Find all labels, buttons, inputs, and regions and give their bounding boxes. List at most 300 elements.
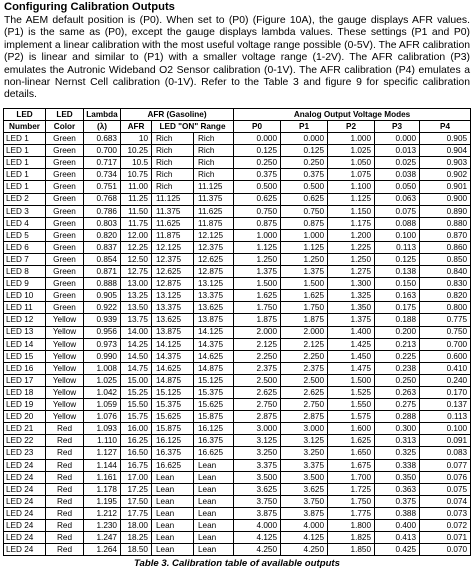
table-row xyxy=(4,520,471,532)
cell-led-color: Red xyxy=(46,520,84,532)
cell-range-low: 12.875 xyxy=(152,278,194,290)
cell-afr: 15.00 xyxy=(121,374,152,386)
table-row xyxy=(4,157,471,169)
cell-p2: 1.100 xyxy=(328,181,375,193)
cell-p0: 2.500 xyxy=(234,374,281,386)
cell-p4: 0.073 xyxy=(420,507,471,519)
table-row xyxy=(4,217,471,229)
cell-p4: 0.072 xyxy=(420,520,471,532)
cell-lambda: 0.803 xyxy=(84,217,121,229)
cell-p1: 1.750 xyxy=(281,302,328,314)
document-page xyxy=(4,1,470,569)
table-row xyxy=(4,266,471,278)
cell-led-number: LED 15 xyxy=(4,350,46,362)
header-p3: P3 xyxy=(375,120,420,132)
cell-afr: 11.00 xyxy=(121,181,152,193)
cell-range-high: Lean xyxy=(194,532,234,544)
cell-led-number: LED 16 xyxy=(4,362,46,374)
cell-led-number: LED 2 xyxy=(4,193,46,205)
cell-p2: 1.675 xyxy=(328,459,375,471)
cell-p0: 2.250 xyxy=(234,350,281,362)
cell-afr: 11.25 xyxy=(121,193,152,205)
cell-led-number: LED 24 xyxy=(4,459,46,471)
cell-lambda: 1.247 xyxy=(84,532,121,544)
cell-led-number: LED 21 xyxy=(4,423,46,435)
calibration-table xyxy=(3,108,471,556)
cell-afr: 14.50 xyxy=(121,350,152,362)
cell-p4: 0.075 xyxy=(420,483,471,495)
cell-lambda: 1.008 xyxy=(84,362,121,374)
cell-p4: 0.840 xyxy=(420,266,471,278)
cell-p3: 0.238 xyxy=(375,362,420,374)
cell-range-low: Lean xyxy=(152,532,194,544)
cell-led-number: LED 9 xyxy=(4,278,46,290)
cell-led-number: LED 24 xyxy=(4,520,46,532)
cell-led-color: Red xyxy=(46,459,84,471)
header-led-color: LED xyxy=(46,108,84,120)
cell-p4: 0.750 xyxy=(420,326,471,338)
cell-range-low: Rich xyxy=(152,181,194,193)
cell-led-number: LED 3 xyxy=(4,205,46,217)
cell-led-number: LED 18 xyxy=(4,387,46,399)
cell-p3: 0.038 xyxy=(375,169,420,181)
cell-p2: 1.000 xyxy=(328,133,375,145)
cell-afr: 14.75 xyxy=(121,362,152,374)
cell-lambda: 1.042 xyxy=(84,387,121,399)
cell-p0: 0.750 xyxy=(234,205,281,217)
header-led-number: Number xyxy=(4,120,46,132)
cell-lambda: 0.700 xyxy=(84,145,121,157)
cell-led-number: LED 1 xyxy=(4,181,46,193)
cell-lambda: 0.768 xyxy=(84,193,121,205)
cell-p4: 0.091 xyxy=(420,435,471,447)
cell-range-low: Lean xyxy=(152,520,194,532)
cell-led-number: LED 1 xyxy=(4,145,46,157)
table-row xyxy=(4,169,471,181)
cell-lambda: 0.854 xyxy=(84,253,121,265)
cell-lambda: 1.195 xyxy=(84,495,121,507)
cell-led-color: Yellow xyxy=(46,326,84,338)
cell-led-color: Red xyxy=(46,423,84,435)
cell-p0: 3.500 xyxy=(234,471,281,483)
cell-p3: 0.338 xyxy=(375,459,420,471)
cell-p3: 0.113 xyxy=(375,241,420,253)
cell-range-low: Rich xyxy=(152,145,194,157)
cell-range-low: Lean xyxy=(152,483,194,495)
table-row xyxy=(4,447,471,459)
cell-afr: 18.25 xyxy=(121,532,152,544)
cell-led-color: Yellow xyxy=(46,411,84,423)
cell-range-low: Rich xyxy=(152,157,194,169)
cell-p3: 0.313 xyxy=(375,435,420,447)
cell-p1: 1.875 xyxy=(281,314,328,326)
cell-p0: 0.500 xyxy=(234,181,281,193)
cell-p0: 0.375 xyxy=(234,169,281,181)
cell-lambda: 0.888 xyxy=(84,278,121,290)
cell-lambda: 0.990 xyxy=(84,350,121,362)
cell-range-high: 14.375 xyxy=(194,338,234,350)
cell-p4: 0.240 xyxy=(420,374,471,386)
cell-p4: 0.830 xyxy=(420,278,471,290)
table-body xyxy=(4,133,471,556)
cell-range-high: Lean xyxy=(194,544,234,556)
cell-afr: 12.25 xyxy=(121,241,152,253)
table-row xyxy=(4,290,471,302)
cell-range-low: 14.625 xyxy=(152,362,194,374)
cell-range-low: 15.125 xyxy=(152,387,194,399)
cell-afr: 10.25 xyxy=(121,145,152,157)
cell-p0: 0.125 xyxy=(234,145,281,157)
cell-p0: 4.250 xyxy=(234,544,281,556)
cell-lambda: 1.059 xyxy=(84,399,121,411)
cell-p2: 1.475 xyxy=(328,362,375,374)
cell-p3: 0.225 xyxy=(375,350,420,362)
cell-afr: 16.25 xyxy=(121,435,152,447)
cell-p4: 0.083 xyxy=(420,447,471,459)
cell-p0: 1.500 xyxy=(234,278,281,290)
table-row xyxy=(4,350,471,362)
cell-p4: 0.137 xyxy=(420,399,471,411)
table-row xyxy=(4,387,471,399)
table-row xyxy=(4,507,471,519)
cell-p2: 1.750 xyxy=(328,495,375,507)
cell-range-high: 12.625 xyxy=(194,253,234,265)
cell-range-low: 15.625 xyxy=(152,411,194,423)
cell-p4: 0.600 xyxy=(420,350,471,362)
cell-p4: 0.100 xyxy=(420,423,471,435)
cell-p3: 0.325 xyxy=(375,447,420,459)
cell-p3: 0.175 xyxy=(375,302,420,314)
cell-range-high: Rich xyxy=(194,145,234,157)
cell-range-low: Lean xyxy=(152,471,194,483)
cell-led-color: Green xyxy=(46,145,84,157)
cell-p4: 0.850 xyxy=(420,253,471,265)
cell-led-color: Green xyxy=(46,217,84,229)
cell-p0: 2.375 xyxy=(234,362,281,374)
cell-p1: 4.000 xyxy=(281,520,328,532)
cell-p4: 0.900 xyxy=(420,193,471,205)
cell-p2: 1.825 xyxy=(328,532,375,544)
cell-p0: 3.000 xyxy=(234,423,281,435)
cell-afr: 10.5 xyxy=(121,157,152,169)
cell-range-low: 13.875 xyxy=(152,326,194,338)
table-row xyxy=(4,435,471,447)
cell-range-high: 15.875 xyxy=(194,411,234,423)
cell-p3: 0.300 xyxy=(375,423,420,435)
cell-p0: 0.250 xyxy=(234,157,281,169)
cell-lambda: 0.871 xyxy=(84,266,121,278)
cell-range-low: 14.375 xyxy=(152,350,194,362)
cell-afr: 15.75 xyxy=(121,411,152,423)
cell-p0: 1.375 xyxy=(234,266,281,278)
cell-p3: 0.275 xyxy=(375,399,420,411)
cell-range-high: 15.625 xyxy=(194,399,234,411)
cell-p3: 0.163 xyxy=(375,290,420,302)
cell-p4: 0.904 xyxy=(420,145,471,157)
cell-led-color: Red xyxy=(46,435,84,447)
cell-p1: 2.500 xyxy=(281,374,328,386)
cell-led-color: Green xyxy=(46,193,84,205)
cell-led-color: Yellow xyxy=(46,338,84,350)
table-row xyxy=(4,326,471,338)
cell-afr: 15.50 xyxy=(121,399,152,411)
cell-lambda: 0.751 xyxy=(84,181,121,193)
table-row xyxy=(4,374,471,386)
cell-lambda: 1.093 xyxy=(84,423,121,435)
cell-lambda: 1.110 xyxy=(84,435,121,447)
cell-lambda: 1.144 xyxy=(84,459,121,471)
cell-led-number: LED 4 xyxy=(4,217,46,229)
cell-led-color: Green xyxy=(46,157,84,169)
cell-led-color: Yellow xyxy=(46,362,84,374)
cell-p3: 0.363 xyxy=(375,483,420,495)
cell-p1: 3.125 xyxy=(281,435,328,447)
cell-p0: 2.875 xyxy=(234,411,281,423)
cell-p4: 0.170 xyxy=(420,387,471,399)
cell-led-number: LED 24 xyxy=(4,532,46,544)
cell-range-low: Lean xyxy=(152,544,194,556)
cell-range-high: Rich xyxy=(194,169,234,181)
cell-afr: 17.75 xyxy=(121,507,152,519)
table-row xyxy=(4,471,471,483)
cell-afr: 18.50 xyxy=(121,544,152,556)
cell-p3: 0.013 xyxy=(375,145,420,157)
table-row xyxy=(4,459,471,471)
cell-p4: 0.113 xyxy=(420,411,471,423)
cell-p4: 0.076 xyxy=(420,471,471,483)
header-p0: P0 xyxy=(234,120,281,132)
header-led-on-range: LED "ON" Range xyxy=(152,120,234,132)
cell-p1: 3.375 xyxy=(281,459,328,471)
section-paragraph: The AEM default position is (P0). When set to (P0) (Figure 10A), the gauge displays AFR values. (P1) is the same as (P0), except the gauge displays lambda values. These settings (P1 and P0) implement a linear calibration with the most useful voltage range possible (0-5V). The AFR calibration (P2) is linear and similar to (P1) with a smaller voltage range (1-2V). The AFR calibration (P3) emulates the Autronic Wideband O2 Sensor calibration (0-1V). The AFR calibration (P4) emulates a non-linear Nernst Cell calibration (0-1V). Refer to the Table 3 and figure 9 for specific calibration details. xyxy=(4,15,470,101)
cell-p2: 1.525 xyxy=(328,387,375,399)
cell-p1: 3.000 xyxy=(281,423,328,435)
cell-led-number: LED 1 xyxy=(4,157,46,169)
cell-lambda: 0.922 xyxy=(84,302,121,314)
cell-p4: 0.700 xyxy=(420,338,471,350)
cell-led-number: LED 10 xyxy=(4,290,46,302)
cell-range-high: Lean xyxy=(194,520,234,532)
cell-led-number: LED 24 xyxy=(4,471,46,483)
cell-p2: 1.200 xyxy=(328,229,375,241)
cell-afr: 11.75 xyxy=(121,217,152,229)
cell-afr: 13.75 xyxy=(121,314,152,326)
cell-p1: 4.125 xyxy=(281,532,328,544)
table-row xyxy=(4,532,471,544)
cell-range-high: 12.375 xyxy=(194,241,234,253)
cell-p3: 0.188 xyxy=(375,314,420,326)
cell-afr: 10 xyxy=(121,133,152,145)
cell-range-high: Rich xyxy=(194,157,234,169)
cell-p1: 2.875 xyxy=(281,411,328,423)
cell-p2: 1.550 xyxy=(328,399,375,411)
cell-afr: 16.00 xyxy=(121,423,152,435)
cell-range-low: Lean xyxy=(152,507,194,519)
cell-p3: 0.150 xyxy=(375,278,420,290)
cell-p0: 4.125 xyxy=(234,532,281,544)
cell-range-high: 11.875 xyxy=(194,217,234,229)
cell-p1: 3.625 xyxy=(281,483,328,495)
cell-led-color: Red xyxy=(46,544,84,556)
cell-led-color: Green xyxy=(46,241,84,253)
cell-lambda: 1.230 xyxy=(84,520,121,532)
cell-led-number: LED 1 xyxy=(4,133,46,145)
table-row xyxy=(4,253,471,265)
cell-range-low: 13.625 xyxy=(152,314,194,326)
cell-led-color: Red xyxy=(46,471,84,483)
cell-p4: 0.902 xyxy=(420,169,471,181)
cell-lambda: 0.905 xyxy=(84,290,121,302)
cell-afr: 11.50 xyxy=(121,205,152,217)
cell-lambda: 0.683 xyxy=(84,133,121,145)
cell-p4: 0.800 xyxy=(420,302,471,314)
cell-p3: 0.000 xyxy=(375,133,420,145)
cell-led-color: Red xyxy=(46,507,84,519)
cell-led-number: LED 24 xyxy=(4,495,46,507)
table-row xyxy=(4,229,471,241)
cell-lambda: 0.786 xyxy=(84,205,121,217)
cell-range-low: 12.125 xyxy=(152,241,194,253)
cell-p1: 0.625 xyxy=(281,193,328,205)
cell-led-number: LED 14 xyxy=(4,338,46,350)
cell-range-high: 16.625 xyxy=(194,447,234,459)
cell-afr: 13.50 xyxy=(121,302,152,314)
table-header-row-bottom xyxy=(4,120,471,132)
cell-p1: 0.375 xyxy=(281,169,328,181)
cell-afr: 13.25 xyxy=(121,290,152,302)
cell-lambda: 0.820 xyxy=(84,229,121,241)
cell-p4: 0.905 xyxy=(420,133,471,145)
cell-p1: 2.250 xyxy=(281,350,328,362)
cell-p0: 1.750 xyxy=(234,302,281,314)
cell-p0: 1.625 xyxy=(234,290,281,302)
cell-p2: 1.650 xyxy=(328,447,375,459)
header-lambda: Lambda xyxy=(84,108,121,120)
cell-range-low: 11.875 xyxy=(152,229,194,241)
cell-range-low: 16.125 xyxy=(152,435,194,447)
header-analog-group: Analog Output Voltage Modes xyxy=(234,108,471,120)
cell-range-low: 12.625 xyxy=(152,266,194,278)
cell-p2: 1.075 xyxy=(328,169,375,181)
cell-led-number: LED 24 xyxy=(4,483,46,495)
cell-p2: 1.575 xyxy=(328,411,375,423)
cell-p1: 2.625 xyxy=(281,387,328,399)
cell-p2: 1.050 xyxy=(328,157,375,169)
cell-range-high: 12.875 xyxy=(194,266,234,278)
cell-p3: 0.100 xyxy=(375,229,420,241)
cell-p3: 0.413 xyxy=(375,532,420,544)
header-led: LED xyxy=(4,108,46,120)
cell-p0: 1.250 xyxy=(234,253,281,265)
cell-p0: 2.625 xyxy=(234,387,281,399)
cell-range-high: Lean xyxy=(194,507,234,519)
cell-range-high: Rich xyxy=(194,133,234,145)
cell-range-low: 13.125 xyxy=(152,290,194,302)
table-caption: Table 3. Calibration table of available outputs xyxy=(134,558,340,569)
cell-p0: 1.000 xyxy=(234,229,281,241)
cell-led-color: Green xyxy=(46,181,84,193)
table-row xyxy=(4,362,471,374)
cell-p1: 2.375 xyxy=(281,362,328,374)
cell-range-high: 14.125 xyxy=(194,326,234,338)
cell-range-high: Lean xyxy=(194,483,234,495)
cell-p1: 1.625 xyxy=(281,290,328,302)
cell-p1: 1.000 xyxy=(281,229,328,241)
cell-led-color: Green xyxy=(46,290,84,302)
cell-p0: 3.125 xyxy=(234,435,281,447)
cell-led-color: Green xyxy=(46,205,84,217)
cell-lambda: 0.734 xyxy=(84,169,121,181)
cell-range-high: 12.125 xyxy=(194,229,234,241)
cell-p2: 1.275 xyxy=(328,266,375,278)
cell-p0: 0.000 xyxy=(234,133,281,145)
cell-led-color: Red xyxy=(46,495,84,507)
cell-afr: 17.00 xyxy=(121,471,152,483)
cell-afr: 15.25 xyxy=(121,387,152,399)
cell-range-high: 15.125 xyxy=(194,374,234,386)
cell-led-number: LED 22 xyxy=(4,435,46,447)
cell-p4: 0.070 xyxy=(420,544,471,556)
table-row xyxy=(4,399,471,411)
cell-p3: 0.400 xyxy=(375,520,420,532)
cell-p2: 1.450 xyxy=(328,350,375,362)
cell-range-high: 14.625 xyxy=(194,350,234,362)
cell-p4: 0.901 xyxy=(420,181,471,193)
cell-led-number: LED 1 xyxy=(4,169,46,181)
cell-p0: 3.375 xyxy=(234,459,281,471)
cell-p1: 0.000 xyxy=(281,133,328,145)
cell-p3: 0.063 xyxy=(375,193,420,205)
cell-p3: 0.213 xyxy=(375,338,420,350)
cell-p2: 1.300 xyxy=(328,278,375,290)
cell-lambda: 1.178 xyxy=(84,483,121,495)
cell-led-color: Green xyxy=(46,133,84,145)
cell-p1: 0.250 xyxy=(281,157,328,169)
cell-led-number: LED 11 xyxy=(4,302,46,314)
cell-lambda: 0.717 xyxy=(84,157,121,169)
header-afr: AFR xyxy=(121,120,152,132)
table-row xyxy=(4,241,471,253)
table-row xyxy=(4,423,471,435)
cell-p0: 1.125 xyxy=(234,241,281,253)
cell-led-number: LED 7 xyxy=(4,253,46,265)
cell-afr: 16.75 xyxy=(121,459,152,471)
cell-range-low: 16.375 xyxy=(152,447,194,459)
cell-p2: 1.350 xyxy=(328,302,375,314)
cell-lambda: 1.212 xyxy=(84,507,121,519)
cell-p0: 2.750 xyxy=(234,399,281,411)
cell-range-low: Rich xyxy=(152,133,194,145)
cell-lambda: 1.076 xyxy=(84,411,121,423)
cell-afr: 12.75 xyxy=(121,266,152,278)
cell-p4: 0.860 xyxy=(420,241,471,253)
header-p2: P2 xyxy=(328,120,375,132)
cell-p3: 0.350 xyxy=(375,471,420,483)
cell-p3: 0.025 xyxy=(375,157,420,169)
cell-range-high: Lean xyxy=(194,471,234,483)
cell-led-color: Green xyxy=(46,169,84,181)
cell-p1: 1.375 xyxy=(281,266,328,278)
cell-p1: 3.875 xyxy=(281,507,328,519)
cell-p4: 0.071 xyxy=(420,532,471,544)
cell-lambda: 1.161 xyxy=(84,471,121,483)
cell-led-number: LED 19 xyxy=(4,399,46,411)
cell-lambda: 1.025 xyxy=(84,374,121,386)
cell-p3: 0.263 xyxy=(375,387,420,399)
cell-p2: 1.125 xyxy=(328,193,375,205)
cell-range-low: 14.125 xyxy=(152,338,194,350)
table-row xyxy=(4,544,471,556)
